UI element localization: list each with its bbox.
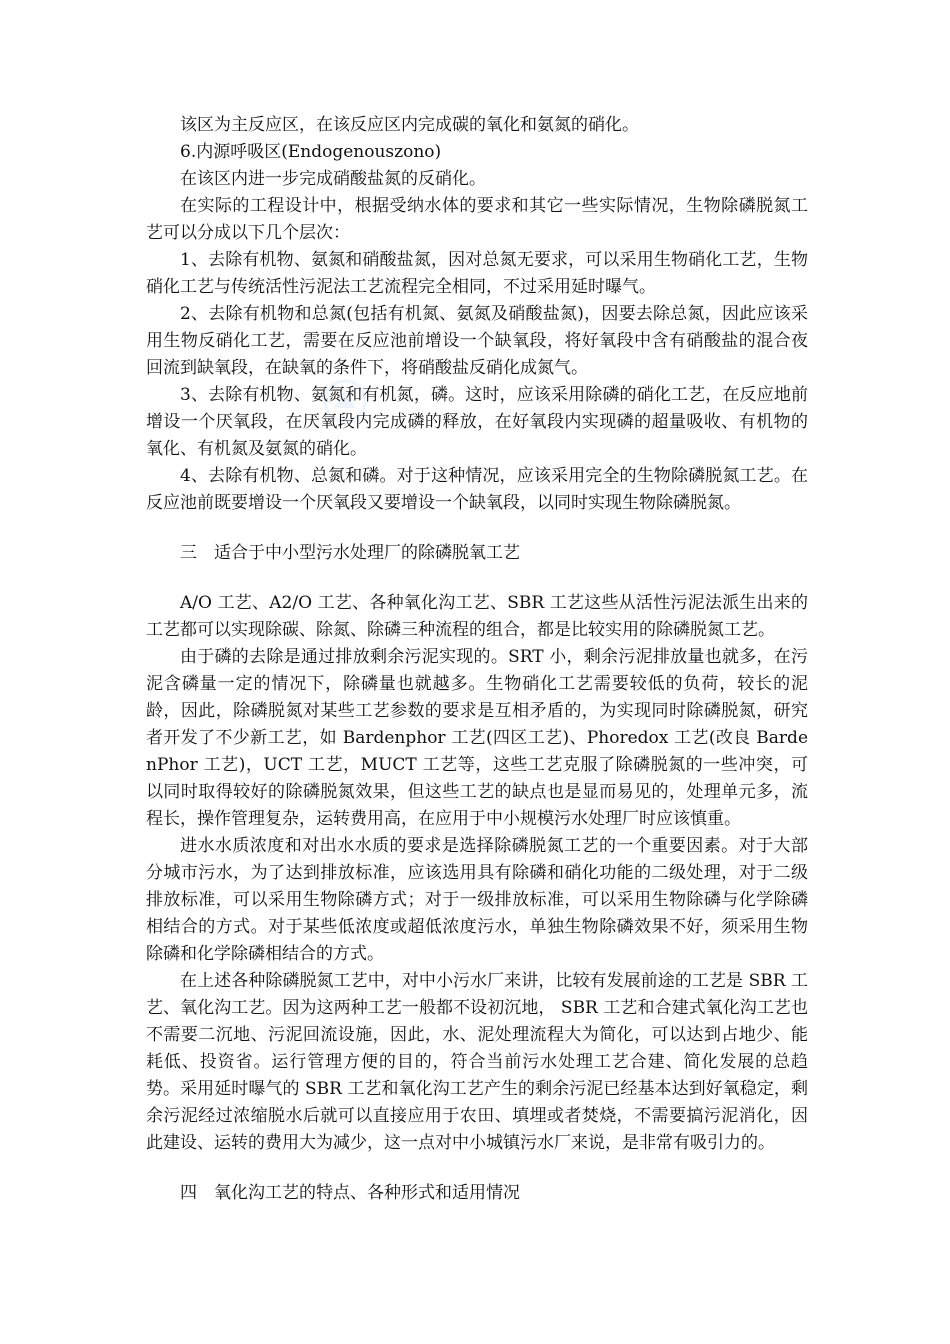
paragraph-main-reaction-zone: 该区为主反应区，在该反应区内完成碳的氧化和氨氮的硝化。	[180, 115, 639, 135]
section-heading-4: 四 氧化沟工艺的特点、各种形式和适用情况	[180, 1183, 520, 1203]
spacer	[146, 567, 808, 590]
document-body	[146, 112, 808, 1207]
paragraph-design-levels-intro: 在实际的工程设计中，根据受纳水体的要求和其它一些实际情况，生物除磷脱氮工艺可以分成以下几个层次：	[146, 196, 808, 243]
paragraph-level-4: 4、去除有机物、总氮和磷。对于这种情况，应该采用完全的生物除磷脱氮工艺。在反应池前既要增设一个厌氧段又要增设一个缺氧段，以同时实现生物除磷脱氮。	[146, 466, 808, 513]
paragraph-endogenous-zone-text: 在该区内进一步完成硝酸盐氮的反硝化。	[180, 169, 486, 189]
spacer	[146, 517, 808, 540]
section-heading-3: 三 适合于中小型污水处理厂的除磷脱氧工艺	[180, 543, 520, 563]
spacer	[146, 1157, 808, 1180]
paragraph-endogenous-zone-title: 6.内源呼吸区(Endogenouszono)	[180, 142, 442, 162]
paragraph-derived-processes: A/O 工艺、A2/O 工艺、各种氧化沟工艺、SBR 工艺这些从活性污泥法派生出来的工艺都可以实现除碳、除氮、除磷三种流程的组合，都是比较实用的除磷脱氮工艺。	[146, 593, 808, 640]
paragraph-phosphorus-removal-conflict: 由于磷的去除是通过排放剩余污泥实现的。SRT 小，剩余污泥排放量也就多，在污泥含磷量一定的情况下，除磷量也就越多。生物硝化工艺需要较低的负荷，较长的泥龄，因此，除磷脱氮对某些工艺参数的要求是互相矛盾的，为实现同时除磷脱氮，研究者开发了不少新工艺，如 Bardenphor 工艺(四区工艺)、Phoredox 工艺(改良 BardenPhor 工艺)，UCT 工艺，MUCT 工艺等，这些工艺克服了除磷脱氮的一些冲突，可以同时取得较好的除磷脱氮效果，但这些工艺的缺点也是显而易见的，处理单元多，流程长，操作管理复杂，运转费用高，在应用于中小规模污水处理厂时应该慎重。	[146, 647, 808, 829]
paragraph-level-1: 1、去除有机物、氨氮和硝酸盐氮，因对总氮无要求，可以采用生物硝化工艺，生物硝化工艺与传统活性污泥法工艺流程完全相同，不过采用延时曝气。	[146, 250, 808, 297]
paragraph-sbr-oxidation-ditch: 在上述各种除磷脱氮工艺中，对中小污水厂来讲，比较有发展前途的工艺是 SBR 工艺、氧化沟工艺。因为这两种工艺一般都不设初沉地， SBR 工艺和合建式氧化沟工艺也不需要二沉地、污泥回流设施，因此，水、泥处理流程大为简化，可以达到占地少、能耗低、投资省。运行管理方便的目的，符合当前污水处理工艺合建、简化发展的总趋势。采用延时曝气的 SBR 工艺和氧化沟工艺产生的剩余污泥已经基本达到好氧稳定，剩余污泥经过浓缩脱水后就可以直接应用于农田、填埋或者焚烧，不需要搞污泥消化，因此建设、运转的费用大为减少，这一点对中小城镇污水厂来说，是非常有吸引力的。	[146, 971, 808, 1153]
paragraph-level-3: 3、去除有机物、氨氮和有机氮，磷。这时，应该采用除磷的硝化工艺，在反应地前增设一个厌氧段，在厌氧段内完成磷的释放，在好氧段内实现磷的超量吸收、有机物的氧化、有机氮及氨氮的硝化。	[146, 385, 808, 459]
paragraph-water-quality-factor: 进水水质浓度和对出水水质的要求是选择除磷脱氮工艺的一个重要因素。对于大部分城市污水，为了达到排放标准，应该选用具有除磷和硝化功能的二级处理，对于二级排放标准，可以采用生物除磷方式；对于一级排放标准，可以采用生物除磷与化学除磷相结合的方式。对于某些低浓度或超低浓度污水，单独生物除磷效果不好，须采用生物除磷和化学除磷相结合的方式。	[146, 836, 808, 964]
paragraph-level-2: 2、去除有机物和总氮(包括有机氮、氨氮及硝酸盐氮)，因要去除总氮，因此应该采用生物反硝化工艺，需要在反应池前增设一个缺氧段，将好氧段中含有硝酸盐的混合夜回流到缺氧段，在缺氧的条件下，将硝酸盐反硝化成氮气。	[146, 304, 808, 378]
